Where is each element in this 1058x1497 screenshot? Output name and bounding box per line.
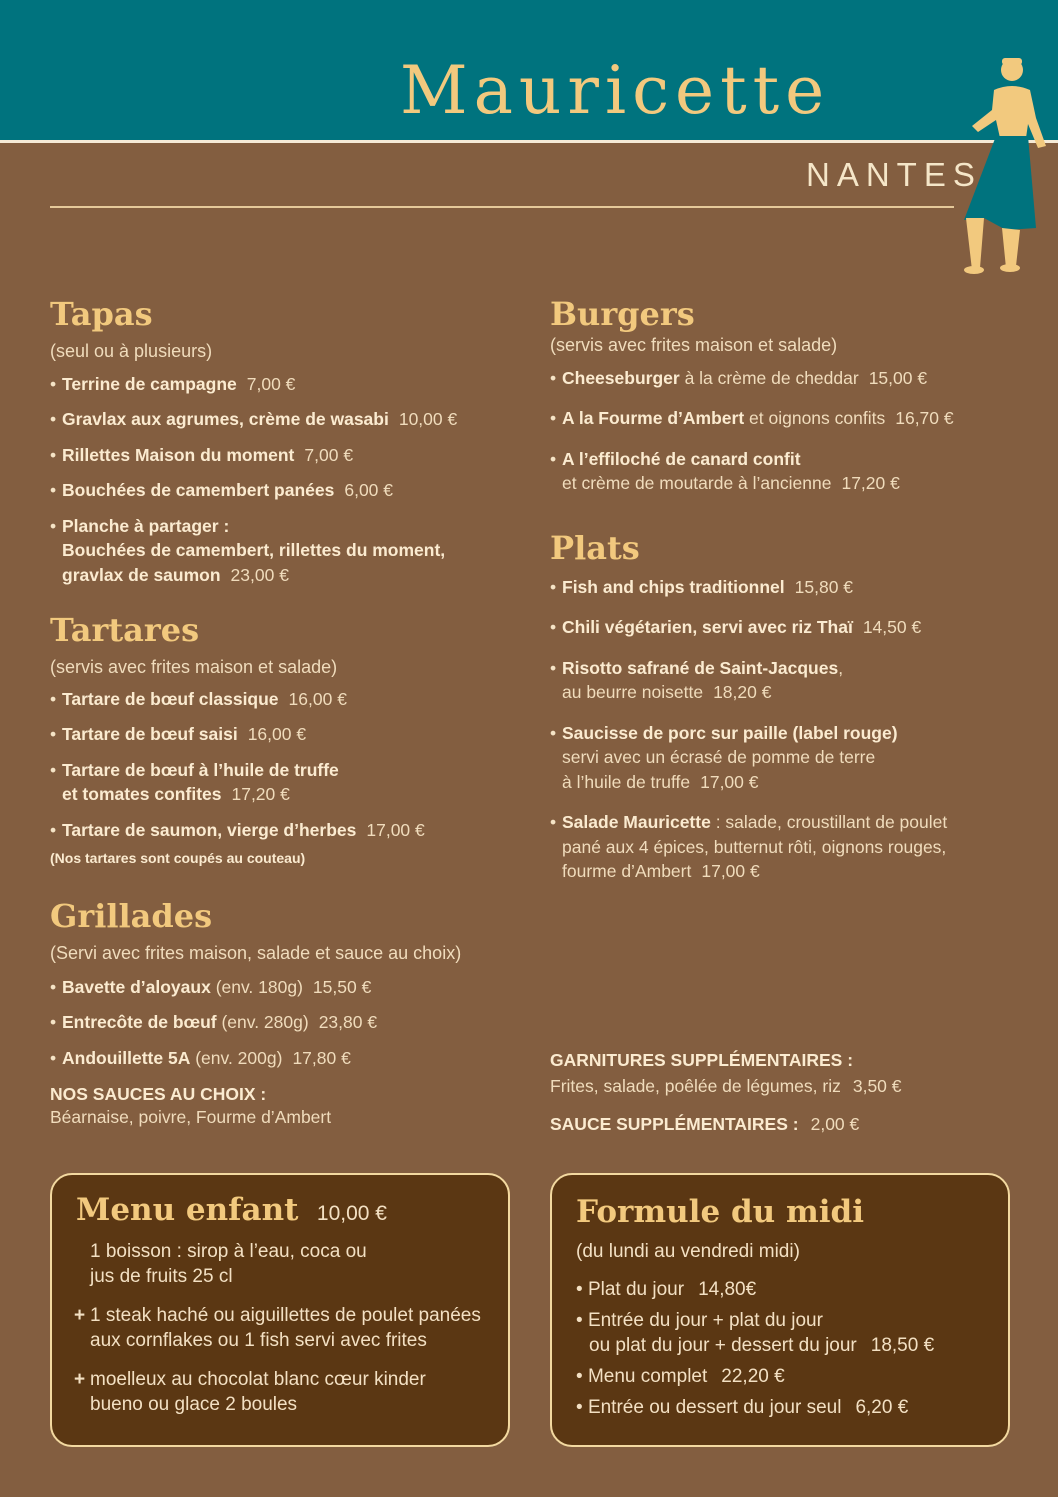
- menu-item: [50, 407, 520, 432]
- item-name: Salade Mauricette: [562, 812, 711, 833]
- menu-enfant-price: 10,00 €: [316, 1202, 387, 1225]
- item-price: 17,80 €: [292, 1047, 351, 1068]
- city-name: NANTES: [806, 156, 982, 193]
- menu-item: [50, 514, 520, 588]
- tartares-subtitle: (servis avec frites maison et salade): [50, 656, 338, 677]
- menu-item: [550, 810, 1020, 884]
- plats-section: [550, 530, 1020, 884]
- item-detail: pané aux 4 épices, butternut rôti, oignons rouges,: [562, 836, 947, 857]
- formule-item-text: Entrée ou dessert du jour seul: [587, 1397, 842, 1418]
- item-price: 15,80 €: [794, 576, 854, 597]
- item-detail: servi avec un écrasé de pomme de terre: [562, 747, 876, 768]
- plats-title: Plats: [550, 529, 640, 567]
- garnitures-list: [550, 1074, 1020, 1098]
- formule-item-price: 6,20 €: [855, 1397, 909, 1418]
- item-detail: au beurre noisette: [562, 682, 704, 703]
- title-divider: [50, 206, 954, 208]
- menu-enfant-title: Menu enfant: [76, 1192, 299, 1228]
- menu-enfant-main: [74, 1303, 481, 1353]
- formule-item-price: 14,80€: [698, 1279, 757, 1300]
- formule-item: • Plat du jour 14,80€: [576, 1279, 757, 1300]
- formule-item-text: Entrée du jour + plat du jour: [587, 1310, 823, 1331]
- item-name: • Planche à partager :: [62, 515, 230, 536]
- formule-item-text: Menu complet: [587, 1366, 708, 1387]
- formule-title: Formule du midi: [576, 1194, 864, 1230]
- extras-section: [550, 1050, 1020, 1136]
- item-price: 16,70 €: [895, 408, 954, 429]
- menu-item: [50, 975, 530, 1000]
- formule-item: • Entrée ou dessert du jour seul 6,20 €: [576, 1397, 909, 1418]
- plus-icon: +: [74, 1305, 86, 1326]
- menu-enfant-drink: [90, 1239, 367, 1289]
- menu-item: [550, 721, 1020, 795]
- menu-item: [50, 1010, 530, 1035]
- formule-midi-box: [550, 1173, 1010, 1447]
- menu-item: • Risotto safrané de Saint-Jacques, au beurre noisette 18,20 €: [550, 656, 1020, 705]
- item-price: 6,00 €: [344, 480, 393, 501]
- burgers-title: Burgers: [550, 295, 695, 333]
- item-price: 23,80 €: [318, 1012, 378, 1033]
- item-price: 7,00 €: [304, 444, 354, 465]
- plus-icon: +: [74, 1369, 86, 1390]
- item-detail: : salade, croustillant de poulet: [715, 812, 948, 833]
- item-name: Tartare de bœuf saisi: [62, 724, 238, 745]
- item-name: Bouchées de camembert, rillettes du moment,: [62, 540, 446, 561]
- item-price: 16,00 €: [288, 688, 347, 709]
- item-name: • Tartare de bœuf à l’huile de truffe: [62, 759, 339, 780]
- tartares-section: [50, 612, 520, 866]
- menu-enfant-line: jus de fruits 25 cl: [90, 1266, 233, 1287]
- grillades-title: Grillades: [50, 897, 213, 935]
- item-name: Andouillette 5A: [62, 1047, 191, 1068]
- item-price: 16,00 €: [247, 724, 307, 745]
- item-price: 17,20 €: [231, 784, 290, 805]
- menu-item: [50, 1046, 530, 1071]
- item-price: 14,50 €: [862, 617, 922, 638]
- menu-item: [50, 687, 520, 712]
- item-detail: et crème de moutarde à l’ancienne: [562, 473, 832, 494]
- formule-subtitle: (du lundi au vendredi midi): [576, 1241, 800, 1262]
- sauce-extra-title: SAUCE SUPPLÉMENTAIRES :: [550, 1114, 799, 1134]
- menu-item: [50, 818, 520, 843]
- menu-item: [550, 447, 1010, 496]
- item-price: 18,20 €: [713, 682, 772, 703]
- brand-logo: Mauricette: [400, 52, 831, 129]
- item-name: gravlax de saumon: [62, 564, 221, 585]
- menu-item: [550, 406, 1010, 431]
- item-name: et tomates confites: [62, 784, 222, 805]
- item-price: 17,00 €: [700, 771, 759, 792]
- burgers-section: [550, 296, 1010, 496]
- item-detail: et oignons confits: [749, 408, 886, 429]
- header-divider: [0, 140, 1058, 143]
- burgers-subtitle: (servis avec frites maison et salade): [550, 334, 838, 355]
- item-detail: à l’huile de truffe: [562, 771, 691, 792]
- menu-enfant-line: bueno ou glace 2 boules: [90, 1394, 298, 1415]
- formule-item: • Menu complet 22,20 €: [576, 1366, 785, 1387]
- item-name: Bavette d’aloyaux: [62, 976, 211, 997]
- formule-item-price: 22,20 €: [721, 1366, 785, 1387]
- item-detail: à la crème de cheddar: [684, 367, 859, 388]
- menu-enfant-line: 1 steak haché ou aiguillettes de poulet panées: [90, 1305, 481, 1326]
- item-price: 17,00 €: [366, 819, 425, 840]
- item-name: Chili végétarien, servi avec riz Thaï: [562, 617, 853, 638]
- item-name: Risotto safrané de Saint-Jacques: [562, 657, 839, 678]
- sauce-extra-price: 2,00 €: [810, 1114, 860, 1134]
- item-detail: (env. 180g): [215, 976, 303, 997]
- menu-enfant-line: 1 boisson : sirop à l’eau, coca ou: [90, 1241, 367, 1262]
- tartares-note: (Nos tartares sont coupés au couteau): [50, 850, 306, 867]
- item-price: 15,00 €: [868, 367, 928, 388]
- garnitures-text: Frites, salade, poêlée de légumes, riz: [550, 1076, 841, 1096]
- grillades-section: [50, 898, 530, 1129]
- item-price: 7,00 €: [246, 373, 296, 394]
- menu-item: [550, 366, 1010, 391]
- item-price: 17,00 €: [701, 861, 760, 882]
- formule-item-price: 18,50 €: [870, 1335, 935, 1356]
- menu-enfant-dessert: [74, 1367, 426, 1417]
- item-name: Terrine de campagne: [62, 373, 237, 394]
- garnitures-title: GARNITURES SUPPLÉMENTAIRES :: [550, 1050, 854, 1070]
- item-name: Tartare de bœuf classique: [62, 688, 279, 709]
- formule-item: • Entrée du jour + plat du jour ou plat du jour + dessert du jour 18,50 €: [576, 1310, 935, 1356]
- sauce-extra: [550, 1112, 1020, 1136]
- menu-item: [50, 722, 520, 747]
- grillades-subtitle: (Servi avec frites maison, salade et sauce au choix): [50, 942, 462, 963]
- item-price: 15,50 €: [312, 976, 372, 997]
- item-price: 23,00 €: [230, 564, 289, 585]
- formule-item-text: Plat du jour: [587, 1279, 685, 1300]
- item-name: Bouchées de camembert panées: [62, 480, 335, 501]
- menu-enfant-box: [50, 1173, 510, 1447]
- menu-item: [550, 615, 1020, 640]
- menu-item: [50, 372, 520, 397]
- item-detail: (env. 280g): [221, 1012, 309, 1033]
- sauces-title: NOS SAUCES AU CHOIX :: [50, 1084, 267, 1105]
- item-detail: (env. 200g): [195, 1047, 283, 1068]
- tapas-section: [50, 296, 520, 587]
- item-price: 10,00 €: [398, 409, 458, 430]
- item-name: Entrecôte de bœuf: [62, 1012, 217, 1033]
- menu-enfant-header: [76, 1192, 387, 1228]
- item-name: • Saucisse de porc sur paille (label rouge): [562, 722, 898, 743]
- menu-item: [50, 478, 520, 503]
- item-price: 17,20 €: [841, 473, 900, 494]
- formule-item-text: ou plat du jour + dessert du jour: [589, 1335, 857, 1356]
- tartares-title: Tartares: [50, 611, 200, 649]
- item-name: Fish and chips traditionnel: [562, 576, 785, 597]
- tapas-title: Tapas: [50, 295, 153, 333]
- item-name: Tartare de saumon, vierge d’herbes: [62, 819, 357, 840]
- waiter-figure-illustration: [950, 58, 1054, 278]
- menu-enfant-line: moelleux au chocolat blanc cœur kinder: [90, 1369, 426, 1390]
- menu-item: [50, 443, 520, 468]
- menu-item: [550, 575, 1020, 600]
- menu-enfant-line: aux cornflakes ou 1 fish servi avec frites: [90, 1330, 427, 1351]
- formule-list: [576, 1277, 934, 1420]
- item-name: Cheeseburger: [562, 367, 680, 388]
- item-name: • A l’effiloché de canard confit: [562, 448, 801, 469]
- tapas-subtitle: (seul ou à plusieurs): [50, 340, 213, 361]
- menu-item: [50, 758, 520, 807]
- garnitures-price: 3,50 €: [852, 1076, 902, 1096]
- item-name: A la Fourme d’Ambert: [562, 408, 745, 429]
- sauces-list: Béarnaise, poivre, Fourme d’Ambert: [50, 1107, 332, 1128]
- item-detail: fourme d’Ambert: [562, 861, 692, 882]
- item-name: Gravlax aux agrumes, crème de wasabi: [62, 409, 389, 430]
- item-name: Rillettes Maison du moment: [62, 444, 295, 465]
